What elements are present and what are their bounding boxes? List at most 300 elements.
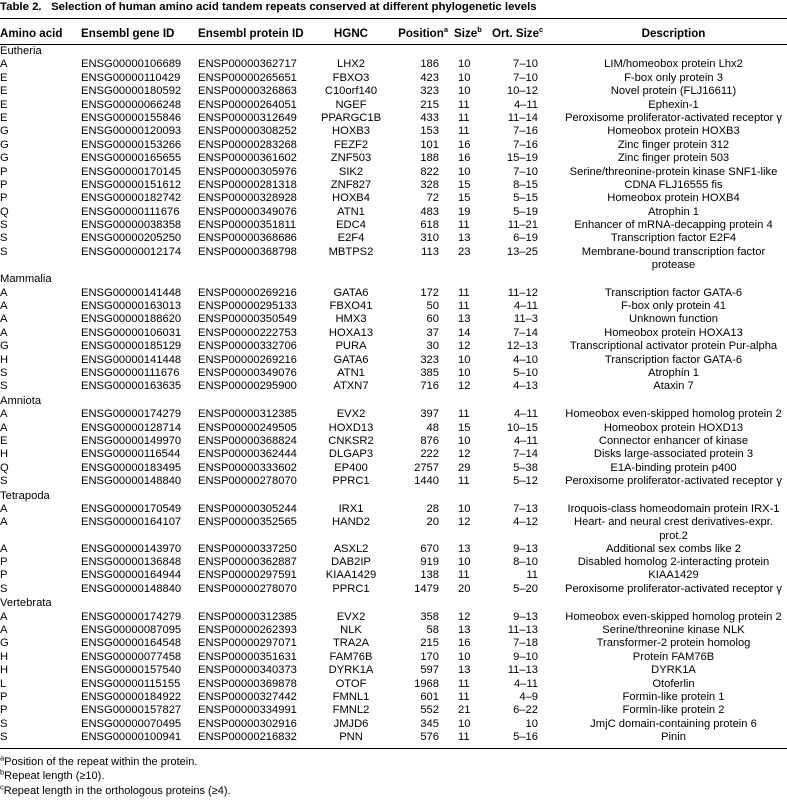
table-row	[0, 313, 787, 326]
cell-amino-acid: S	[0, 475, 8, 488]
table-row	[0, 354, 787, 367]
table-row	[0, 179, 787, 192]
cell-gene-id: ENSG00000153266	[81, 138, 182, 151]
group-label: Eutheria	[0, 45, 42, 57]
table-row	[0, 651, 787, 664]
cell-amino-acid: A	[0, 624, 8, 637]
table-row	[0, 556, 787, 569]
cell-protein-id: ENSP00000334991	[198, 704, 297, 717]
caption-title: Selection of human amino acid tandem repeats conserved at different phylogenetic levels	[51, 1, 537, 13]
cell-protein-id: ENSP00000297591	[198, 569, 297, 582]
cell-protein-id: ENSP00000295133	[198, 300, 297, 313]
cell-hgnc: CNKSR2	[328, 434, 374, 447]
cell-position: 170	[420, 650, 439, 663]
group-row	[0, 272, 787, 286]
table-row	[0, 678, 787, 691]
table-row	[0, 300, 787, 313]
cell-ort-size: 4–9	[519, 691, 538, 703]
col-header-gene-id: Ensembl gene ID	[81, 26, 175, 40]
cell-position: 28	[426, 502, 439, 515]
cell-size: 10	[458, 85, 471, 98]
cell-size: 29	[458, 461, 471, 474]
table-row	[0, 72, 787, 85]
cell-hgnc: IRX1	[338, 502, 364, 515]
cell-ort-size: 5–19	[513, 205, 538, 218]
cell-gene-id: ENSG00000120093	[81, 125, 182, 138]
table-row	[0, 624, 787, 637]
cell-hgnc: EDC4	[336, 219, 366, 232]
cell-amino-acid: S	[0, 380, 8, 393]
cell-amino-acid: E	[0, 434, 8, 447]
cell-amino-acid: A	[0, 516, 8, 529]
cell-amino-acid: P	[0, 569, 8, 582]
cell-gene-id: ENSG00000143970	[81, 542, 182, 555]
cell-hgnc: NGEF	[335, 98, 367, 111]
cell-description: Peroxisome proliferator-activated receptor γ	[564, 475, 782, 488]
cell-protein-id: ENSP00000265651	[198, 71, 297, 84]
cell-size: 11	[458, 691, 470, 703]
table-row	[0, 637, 787, 650]
cell-size: 11	[458, 125, 470, 138]
cell-position: 113	[421, 245, 439, 258]
group-row	[0, 489, 787, 503]
cell-gene-id: ENSG00000148840	[81, 582, 182, 595]
cell-size: 11	[458, 677, 470, 690]
cell-amino-acid: P	[0, 165, 8, 178]
top-rule	[0, 18, 787, 19]
cell-position: 358	[420, 610, 439, 623]
cell-protein-id: ENSP00000327442	[198, 691, 297, 703]
table-row	[0, 462, 787, 475]
cell-gene-id: ENSG00000077458	[81, 650, 182, 663]
cell-gene-id: ENSG00000038358	[81, 219, 182, 232]
cell-amino-acid: S	[0, 731, 8, 744]
cell-description: Ephexin-1	[648, 98, 699, 111]
cell-description: Zinc finger protein 312	[617, 138, 730, 151]
cell-gene-id: ENSG00000106689	[81, 58, 182, 71]
cell-size: 19	[458, 205, 471, 218]
cell-description: Homeobox protein HOXB4	[607, 192, 740, 205]
cell-protein-id: ENSP00000312385	[198, 408, 297, 421]
header-row	[0, 21, 787, 45]
table-row	[0, 435, 787, 448]
cell-ort-size: 11–21	[507, 219, 538, 232]
cell-position: 397	[420, 408, 439, 421]
cell-position: 186	[420, 58, 439, 71]
col-header-size	[448, 21, 488, 45]
cell-protein-id: ENSP00000305976	[198, 165, 297, 178]
table-row	[0, 166, 787, 179]
table-row	[0, 543, 787, 556]
table-row	[0, 139, 787, 152]
cell-gene-id: ENSG00000087095	[81, 624, 182, 637]
cell-size: 15	[458, 178, 471, 191]
cell-protein-id: ENSP00000351811	[198, 219, 297, 232]
cell-gene-id: ENSG00000183495	[81, 461, 182, 474]
table-row	[0, 583, 787, 596]
cell-ort-size: 6–19	[513, 232, 538, 245]
cell-ort-size: 5–16	[513, 731, 538, 744]
cell-hgnc: DYRK1A	[328, 664, 374, 677]
footnote-c	[0, 781, 231, 798]
cell-gene-id: ENSG00000174279	[81, 610, 182, 623]
cell-position: 101	[420, 138, 439, 151]
cell-size: 11	[458, 569, 470, 582]
cell-amino-acid: E	[0, 111, 8, 124]
cell-position: 323	[420, 85, 439, 98]
table-row	[0, 569, 787, 582]
cell-size: 16	[458, 152, 471, 165]
cell-ort-size: 11–12	[507, 286, 538, 299]
cell-gene-id: ENSG00000165655	[81, 152, 182, 165]
cell-size: 11	[458, 98, 470, 111]
cell-ort-size: 7–14	[513, 448, 538, 461]
cell-hgnc: FAM76B	[329, 650, 373, 663]
footnote-b-text: Repeat length (≥10).	[4, 770, 105, 783]
cell-description: Disks large-associated protein 3	[593, 448, 754, 461]
cell-amino-acid: E	[0, 85, 8, 98]
cell-position: 618	[420, 219, 439, 232]
cell-hgnc: HAND2	[332, 516, 370, 529]
cell-amino-acid: A	[0, 313, 8, 326]
cell-amino-acid: H	[0, 650, 9, 663]
cell-gene-id: ENSG00000157540	[81, 664, 182, 677]
cell-description: JmjC domain-containing protein 6	[590, 717, 757, 730]
cell-ort-size: 11–3	[513, 313, 538, 326]
size-label: Size	[454, 26, 478, 40]
cell-amino-acid: P	[0, 704, 8, 717]
cell-description: LIM/homeobox protein Lhx2	[604, 58, 743, 71]
cell-ort-size: 15–19	[506, 152, 538, 165]
cell-hgnc: MBTPS2	[328, 245, 374, 258]
cell-amino-acid: S	[0, 232, 8, 245]
cell-description: F-box only protein 41	[620, 300, 727, 313]
cell-size: 11	[458, 731, 470, 744]
cell-protein-id: ENSP00000312385	[198, 610, 297, 623]
group-row	[0, 394, 787, 408]
cell-protein-id: ENSP00000337250	[198, 542, 297, 555]
cell-protein-id: ENSP00000305244	[198, 502, 297, 515]
cell-description: Serine/threonine kinase NLK	[602, 624, 745, 637]
cell-position: 1479	[414, 582, 439, 595]
cell-size: 16	[458, 138, 471, 151]
cell-amino-acid: A	[0, 542, 8, 555]
cell-description: CDNA FLJ16555 fis	[624, 178, 723, 191]
ort-size-label: Ort. Size	[492, 26, 540, 40]
cell-protein-id: ENSP00000369878	[198, 677, 297, 690]
cell-amino-acid: A	[0, 421, 8, 434]
cell-gene-id: ENSG00000012174	[81, 245, 182, 258]
cell-protein-id: ENSP00000333602	[198, 461, 297, 474]
cell-hgnc: PPARGC1B	[320, 111, 382, 124]
cell-position: 1968	[414, 677, 439, 690]
cell-gene-id: ENSG00000155846	[81, 111, 182, 124]
size-sup: b	[477, 24, 482, 34]
cell-amino-acid: G	[0, 637, 9, 650]
col-header-position	[386, 21, 448, 45]
cell-amino-acid: S	[0, 367, 8, 379]
cell-position: 716	[420, 380, 439, 393]
cell-size: 11	[458, 219, 470, 232]
cell-description: Protein FAM76B	[632, 650, 715, 663]
cell-protein-id: ENSP00000351631	[198, 650, 297, 663]
cell-protein-id: ENSP00000368824	[198, 434, 297, 447]
cell-protein-id: ENSP00000312649	[198, 111, 297, 124]
cell-protein-id: ENSP00000283268	[198, 138, 297, 151]
cell-position: 50	[426, 300, 439, 313]
table-row	[0, 99, 787, 112]
cell-gene-id: ENSG00000163013	[81, 300, 182, 313]
position-sup: a	[443, 24, 448, 34]
cell-gene-id: ENSG00000205250	[81, 232, 182, 245]
footnote-a	[0, 755, 231, 769]
cell-hgnc: ZNF827	[330, 178, 372, 191]
table-row	[0, 516, 787, 542]
cell-description: Disabled homolog 2-interacting protein	[577, 556, 770, 569]
cell-size: 15	[458, 192, 471, 205]
col-header-hgnc: HGNC	[333, 26, 369, 40]
cell-ort-size: 4–13	[513, 380, 538, 393]
cell-position: 597	[420, 664, 439, 677]
cell-position: 60	[426, 313, 439, 326]
cell-gene-id: ENSG00000070495	[81, 717, 182, 730]
cell-ort-size: 5–38	[513, 461, 538, 474]
cell-description: Homeobox protein HOXD13	[603, 421, 744, 434]
cell-position: 876	[420, 434, 439, 447]
cell-description: Formin-like protein 1	[622, 691, 725, 703]
cell-ort-size: 7–10	[513, 165, 538, 178]
cell-ort-size: 4–12	[513, 516, 538, 529]
cell-protein-id: ENSP00000308252	[198, 125, 297, 138]
cell-gene-id: ENSG00000164107	[81, 516, 182, 529]
cell-position: 328	[420, 178, 439, 191]
cell-ort-size: 10	[525, 717, 538, 730]
cell-protein-id: ENSP00000302916	[198, 717, 297, 730]
cell-position: 153	[420, 125, 439, 138]
cell-description: Ataxin 7	[653, 380, 694, 393]
table-row	[0, 327, 787, 340]
cell-ort-size: 7–13	[513, 502, 538, 515]
cell-ort-size: 11–13	[507, 664, 538, 677]
cell-position: 2757	[414, 461, 439, 474]
cell-protein-id: ENSP00000249505	[198, 421, 297, 434]
cell-gene-id: ENSG00000066248	[81, 98, 182, 111]
footnote-c-marker: c	[0, 781, 4, 791]
cell-protein-id: ENSP00000326863	[198, 85, 297, 98]
cell-protein-id: ENSP00000269216	[198, 353, 297, 366]
cell-amino-acid: H	[0, 353, 9, 366]
cell-position: 552	[420, 704, 439, 717]
cell-hgnc: JMJD6	[333, 717, 369, 730]
cell-size: 15	[458, 421, 471, 434]
cell-hgnc: LHX2	[337, 58, 365, 71]
cell-amino-acid: A	[0, 610, 8, 623]
cell-hgnc: FBXO3	[332, 71, 370, 84]
cell-ort-size: 4–11	[513, 434, 538, 447]
cell-description: Unknown function	[629, 313, 718, 326]
footnote-a-marker: a	[0, 753, 5, 763]
cell-size: 10	[458, 367, 471, 379]
table-row	[0, 422, 787, 435]
cell-gene-id: ENSG00000151612	[81, 178, 182, 191]
cell-position: 601	[420, 691, 439, 703]
cell-amino-acid: S	[0, 219, 8, 232]
cell-hgnc: HOXB4	[332, 192, 370, 205]
cell-position: 670	[420, 542, 439, 555]
table-row	[0, 704, 787, 717]
cell-position: 919	[420, 556, 439, 569]
cell-protein-id: ENSP00000295900	[198, 380, 297, 393]
cell-size: 10	[458, 165, 471, 178]
cell-protein-id: ENSP00000332706	[198, 340, 297, 353]
cell-protein-id: ENSP00000368798	[198, 245, 297, 258]
cell-description: Novel protein (FLJ16611)	[610, 85, 737, 98]
cell-amino-acid: H	[0, 664, 9, 677]
cell-ort-size: 5–10	[513, 367, 538, 379]
cell-hgnc: C10orf140	[324, 85, 378, 98]
cell-hgnc: PPRC1	[332, 475, 370, 488]
cell-size: 10	[458, 58, 471, 71]
cell-size: 12	[458, 448, 471, 461]
cell-position: 222	[420, 448, 439, 461]
table-row	[0, 691, 787, 704]
cell-ort-size: 11–14	[507, 111, 538, 124]
table-row	[0, 664, 787, 677]
cell-ort-size: 7–16	[513, 138, 538, 151]
cell-protein-id: ENSP00000361602	[198, 152, 297, 165]
cell-description: Serine/threonine-protein kinase SNF1-like	[569, 165, 778, 178]
table-row	[0, 475, 787, 488]
group-label: Tetrapoda	[0, 489, 50, 502]
cell-gene-id: ENSG00000170145	[81, 165, 182, 178]
cell-description: Transcription factor GATA-6	[604, 286, 743, 299]
cell-position: 20	[426, 516, 439, 529]
bottom-rule	[0, 748, 787, 749]
cell-hgnc: FMNL2	[332, 704, 370, 717]
footnotes	[0, 755, 231, 798]
cell-position: 30	[426, 340, 439, 353]
cell-size: 11	[458, 475, 470, 488]
table-row	[0, 192, 787, 205]
cell-amino-acid: G	[0, 138, 9, 151]
position-label: Position	[398, 26, 444, 40]
cell-hgnc: ASXL2	[333, 542, 369, 555]
cell-size: 13	[458, 313, 471, 326]
cell-protein-id: ENSP00000362444	[198, 448, 297, 461]
cell-protein-id: ENSP00000269216	[198, 286, 297, 299]
cell-ort-size: 4–11	[513, 677, 538, 690]
cell-ort-size: 4–11	[513, 98, 538, 111]
cell-gene-id: ENSG00000106031	[81, 326, 182, 339]
cell-description: Atrophin 1	[648, 367, 699, 379]
cell-amino-acid: Q	[0, 205, 9, 218]
cell-size: 14	[458, 326, 471, 339]
cell-size: 20	[458, 582, 471, 595]
cell-amino-acid: P	[0, 691, 8, 703]
cell-position: 188	[420, 152, 439, 165]
cell-size: 12	[458, 340, 471, 353]
cell-hgnc: HOXD13	[328, 421, 374, 434]
cell-gene-id: ENSG00000141448	[81, 286, 182, 299]
cell-description: Homeobox protein HOXA13	[604, 326, 743, 339]
cell-ort-size: 11	[526, 569, 538, 582]
cell-hgnc: DAB2IP	[331, 556, 371, 569]
cell-amino-acid: H	[0, 448, 9, 461]
table-row	[0, 125, 787, 138]
cell-amino-acid: S	[0, 717, 8, 730]
cell-hgnc: ATN1	[337, 367, 365, 379]
cell-amino-acid: A	[0, 502, 8, 515]
cell-hgnc: GATA6	[333, 286, 369, 299]
cell-gene-id: ENSG00000141448	[81, 353, 182, 366]
cell-gene-id: ENSG00000182742	[81, 192, 182, 205]
cell-ort-size: 5–15	[513, 192, 538, 205]
cell-protein-id: ENSP00000349076	[198, 205, 297, 218]
cell-amino-acid: P	[0, 556, 8, 569]
cell-size: 23	[458, 245, 471, 258]
cell-size: 21	[458, 704, 471, 717]
table-row	[0, 611, 787, 624]
cell-size: 10	[458, 434, 471, 447]
cell-amino-acid: S	[0, 582, 8, 595]
col-header-description: Description	[641, 26, 706, 40]
cell-size: 11	[458, 286, 470, 299]
cell-description: Heart- and neural crest derivatives-expr. prot.2	[574, 516, 773, 542]
table-row	[0, 232, 787, 245]
table-caption	[0, 0, 537, 14]
cell-size: 11	[458, 408, 470, 421]
table-row	[0, 380, 787, 393]
cell-description: Transcription factor E2F4	[610, 232, 737, 245]
cell-ort-size: 8–15	[513, 178, 538, 191]
cell-size: 13	[458, 542, 471, 555]
group-label: Mammalia	[0, 273, 52, 286]
cell-description: Atrophin 1	[648, 205, 699, 218]
cell-hgnc: GATA6	[333, 353, 369, 366]
cell-ort-size: 4–11	[513, 408, 538, 421]
cell-protein-id: ENSP00000340373	[198, 664, 297, 677]
group-row	[0, 596, 787, 610]
cell-size: 12	[458, 516, 471, 529]
cell-ort-size: 9–13	[513, 542, 538, 555]
cell-ort-size: 9–13	[513, 610, 538, 623]
cell-size: 13	[458, 664, 471, 677]
table-row	[0, 448, 787, 461]
cell-position: 345	[420, 717, 439, 730]
cell-hgnc: ATXN7	[333, 380, 369, 393]
cell-hgnc: KIAA1429	[325, 569, 377, 582]
table-row	[0, 58, 787, 71]
cell-amino-acid: E	[0, 71, 8, 84]
cell-position: 483	[420, 205, 439, 218]
cell-gene-id: ENSG00000164944	[81, 569, 182, 582]
cell-protein-id: ENSP00000264051	[198, 98, 297, 111]
cell-ort-size: 4–10	[513, 353, 538, 366]
cell-hgnc: EVX2	[336, 408, 366, 421]
cell-amino-acid: A	[0, 300, 8, 313]
cell-size: 13	[458, 624, 471, 637]
cell-description: KIAA1429	[648, 569, 699, 582]
cell-gene-id: ENSG00000184922	[81, 691, 182, 703]
cell-protein-id: ENSP00000297071	[198, 637, 297, 650]
cell-gene-id: ENSG00000128714	[81, 421, 182, 434]
cell-description: Formin-like protein 2	[622, 704, 725, 717]
caption-label: Table 2.	[0, 1, 42, 13]
cell-size: 10	[458, 353, 471, 366]
cell-gene-id: ENSG00000185129	[81, 340, 182, 353]
cell-hgnc: HMX3	[335, 313, 367, 326]
cell-gene-id: ENSG00000100941	[81, 731, 182, 744]
